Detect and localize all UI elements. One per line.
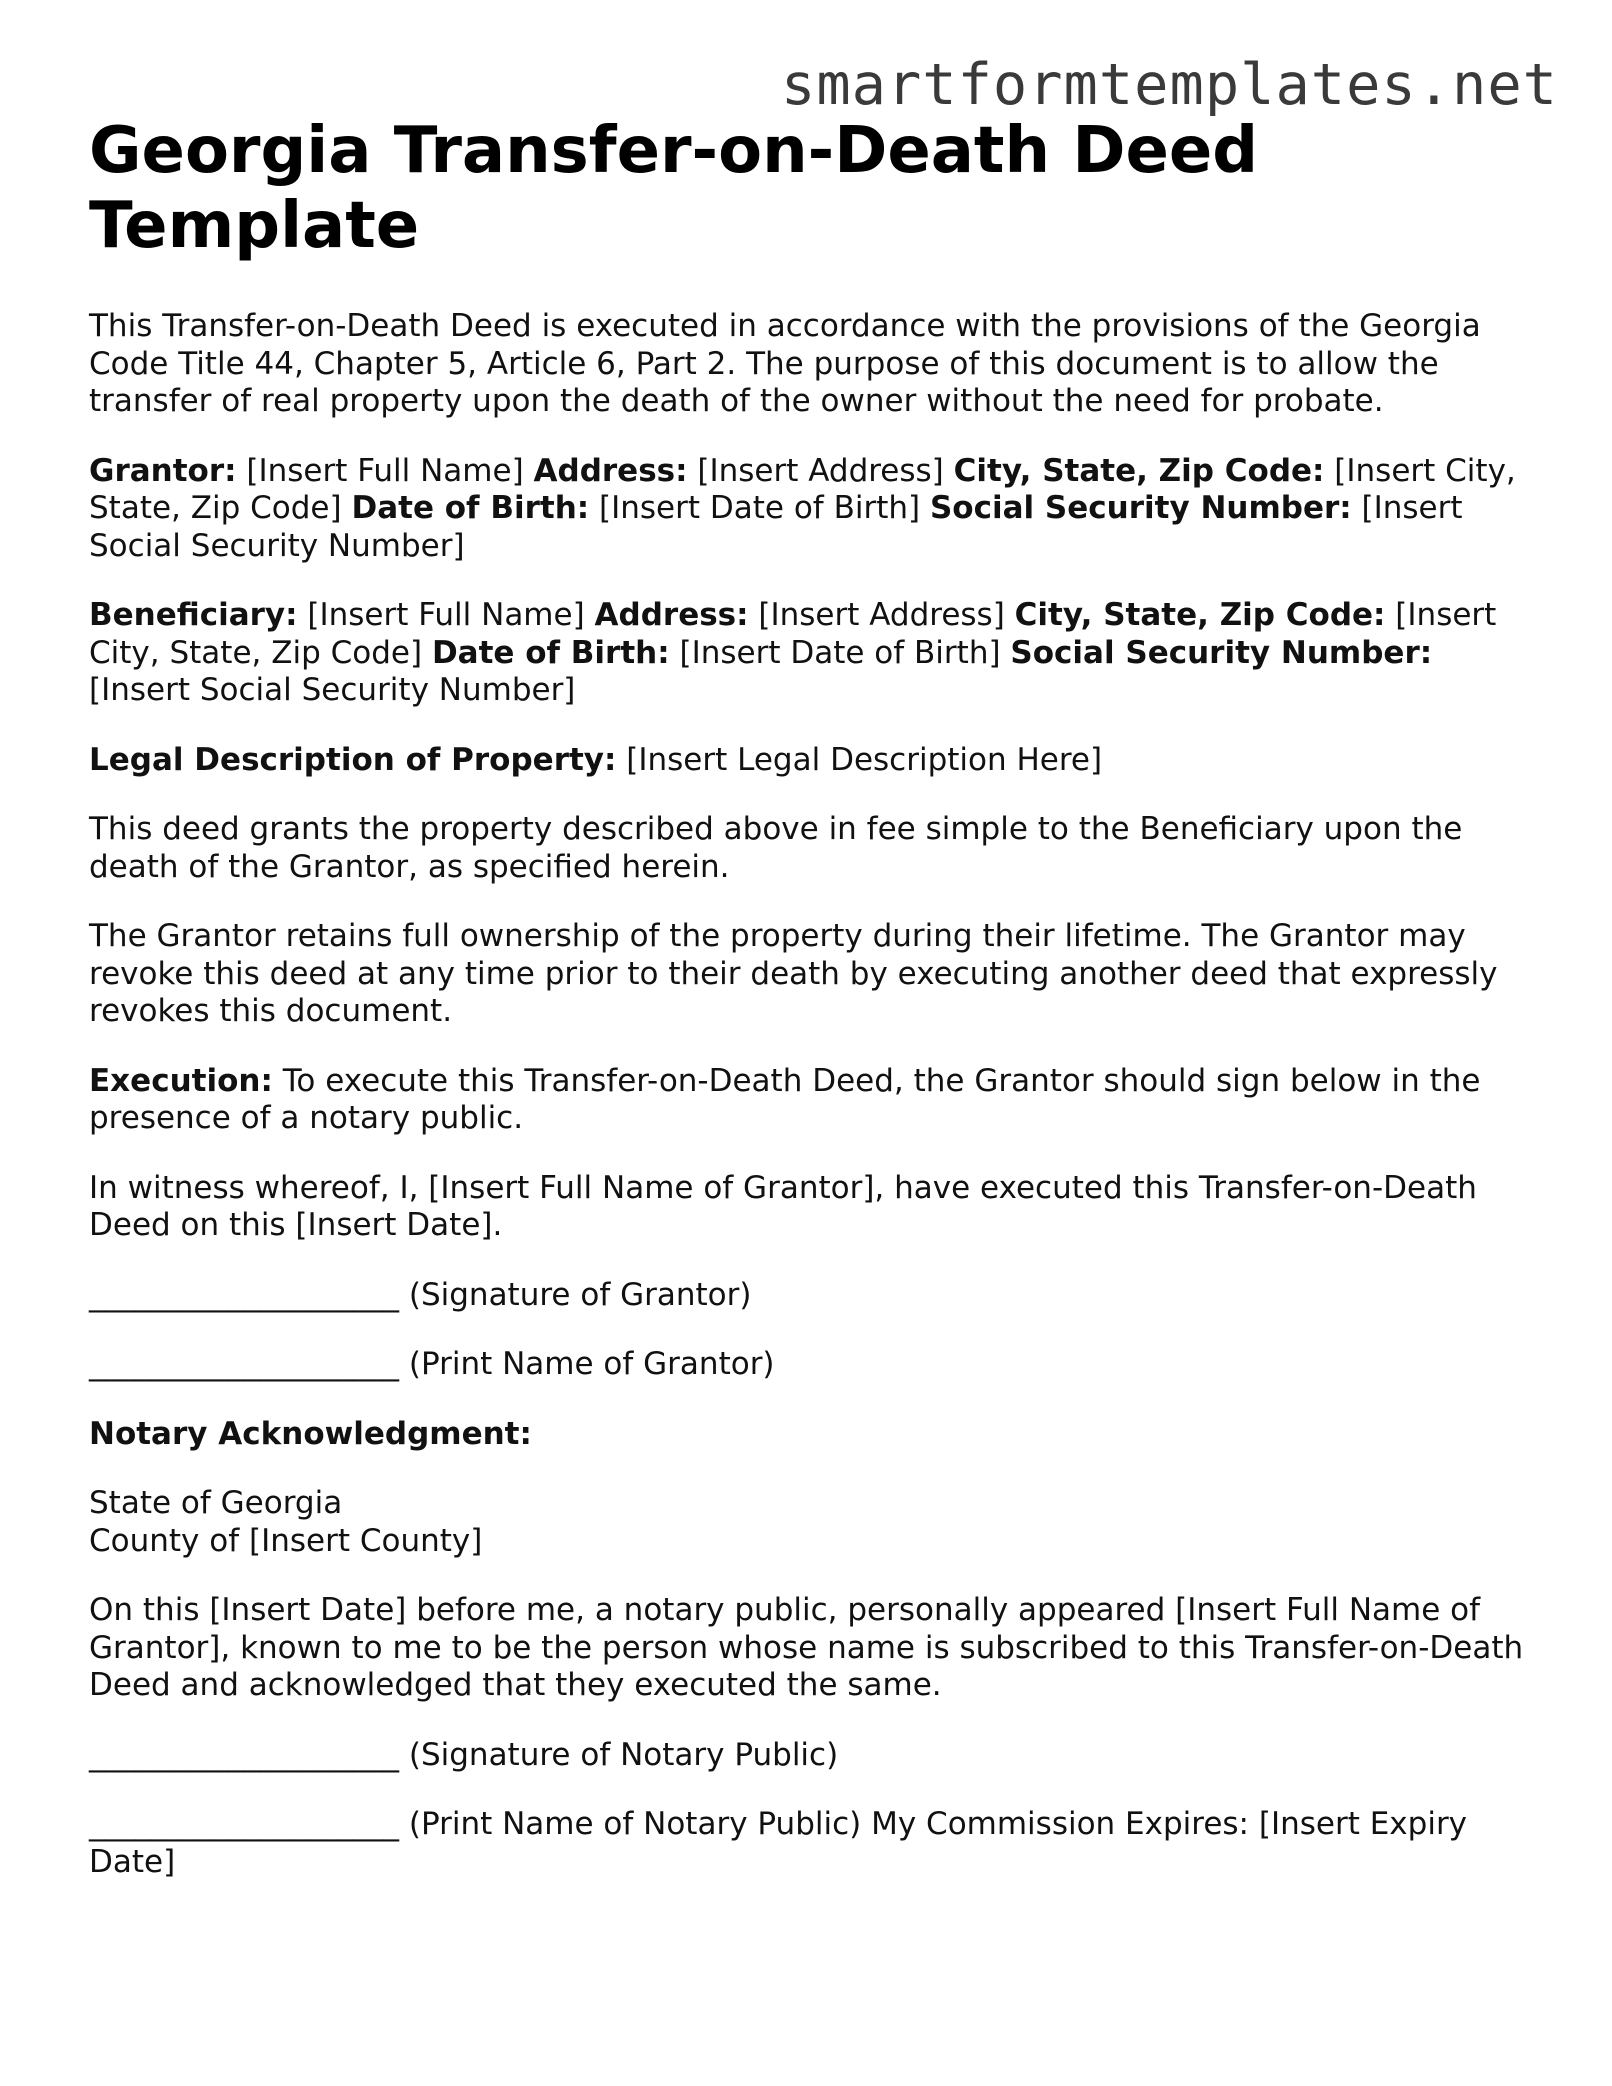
beneficiary-name: [Insert Full Name] xyxy=(297,597,595,633)
notary-county: County of [Insert County] xyxy=(89,1522,483,1559)
legal-description xyxy=(89,742,1529,780)
grantor-csz: [Insert City, State, Zip Code] xyxy=(89,452,1516,526)
grantor-signature-line xyxy=(89,1277,1529,1315)
grantor-name: [Insert Full Name] xyxy=(236,452,534,489)
notary-signature-blank: ____________________ xyxy=(89,1736,399,1773)
notary-print-name-caption: (Print Name of Notary Public) My Commission Expires: [Insert Expiry Date] xyxy=(89,1806,1468,1880)
beneficiary-csz: [Insert City, State, Zip Code] xyxy=(89,597,1497,671)
beneficiary-ssn: [Insert Social Security Number] xyxy=(89,672,576,708)
notary-venue xyxy=(89,1485,1529,1560)
notary-print-name-blank: ____________________ xyxy=(89,1806,399,1842)
beneficiary-section xyxy=(89,597,1529,710)
grantor-ssn-label: Social Security Number: xyxy=(929,490,1352,526)
grantor-ssn: [Insert Social Security Number] xyxy=(89,490,1463,564)
page-title: Georgia Transfer-on-Death Deed Template xyxy=(89,114,1259,263)
grantor-csz-label: City, State, Zip Code: xyxy=(953,452,1325,489)
legal-description-value: [Insert Legal Description Here] xyxy=(616,741,1103,778)
grantor-address: [Insert Address] xyxy=(687,452,954,489)
intro-paragraph: This Transfer-on-Death Deed is executed in accordance with the provisions of the Georgia Code Title 44, Chapter 5, Article 6, Part 2. The purpose of this document is to allow the transfer of real property upon the death of the owner without the need for probate. xyxy=(89,308,1481,419)
grantor-print-name-line xyxy=(89,1346,1529,1384)
notary-signature-line xyxy=(89,1737,1529,1775)
retain-paragraph: The Grantor retains full ownership of the property during their lifetime. The Grantor may revoke this deed at any time prior to their death by executing another deed that expressly revokes this document. xyxy=(89,918,1498,1029)
beneficiary-address-label: Address: xyxy=(594,597,749,633)
execution-label: Execution: xyxy=(89,1062,273,1099)
beneficiary-dob-label: Date of Birth: xyxy=(431,634,670,671)
grantor-address-label: Address: xyxy=(533,452,688,489)
beneficiary-dob: [Insert Date of Birth] xyxy=(669,634,1011,671)
grantor-print-name-caption: (Print Name of Grantor) xyxy=(399,1346,775,1382)
grantor-signature-caption: (Signature of Grantor) xyxy=(399,1276,752,1313)
print-name-blank: ____________________ xyxy=(89,1346,399,1382)
execution-text: To execute this Transfer-on-Death Deed, the Grantor should sign below in the presence of a notary public. xyxy=(89,1062,1481,1136)
notary-state: State of Georgia xyxy=(89,1485,343,1521)
signature-blank: ____________________ xyxy=(89,1276,399,1313)
notary-signature-caption: (Signature of Notary Public) xyxy=(399,1736,839,1773)
notary-paragraph: On this [Insert Date] before me, a notary public, personally appeared [Insert Full Name of Grantor], known to me to be the person whose name is subscribed to this Transfer-on-Death Deed and acknowledged that they executed the same. xyxy=(89,1592,1524,1703)
grant-paragraph: This deed grants the property described above in fee simple to the Beneficiary upon the death of the Grantor, as specified herein. xyxy=(89,811,1463,885)
grantor-section xyxy=(89,453,1529,566)
notary-heading-label: Notary Acknowledgment: xyxy=(89,1415,532,1452)
notary-heading xyxy=(89,1416,1529,1454)
grantor-dob: [Insert Date of Birth] xyxy=(589,490,930,526)
document-page xyxy=(89,114,1529,1913)
grantor-label: Grantor: xyxy=(89,452,237,489)
grantor-dob-label: Date of Birth: xyxy=(351,490,590,526)
beneficiary-ssn-label: Social Security Number: xyxy=(1010,634,1433,671)
beneficiary-label: Beneficiary: xyxy=(89,597,298,633)
execution-paragraph xyxy=(89,1063,1529,1138)
beneficiary-address: [Insert Address] xyxy=(748,597,1015,633)
legal-description-label: Legal Description of Property: xyxy=(89,741,617,778)
notary-print-name-line xyxy=(89,1806,1529,1881)
beneficiary-csz-label: City, State, Zip Code: xyxy=(1014,597,1386,633)
witness-paragraph: In witness whereof, I, [Insert Full Name of Grantor], have executed this Transfer-on-Death Deed on this [Insert Date]. xyxy=(89,1169,1477,1243)
watermark: smartformtemplates.net xyxy=(781,52,1558,118)
